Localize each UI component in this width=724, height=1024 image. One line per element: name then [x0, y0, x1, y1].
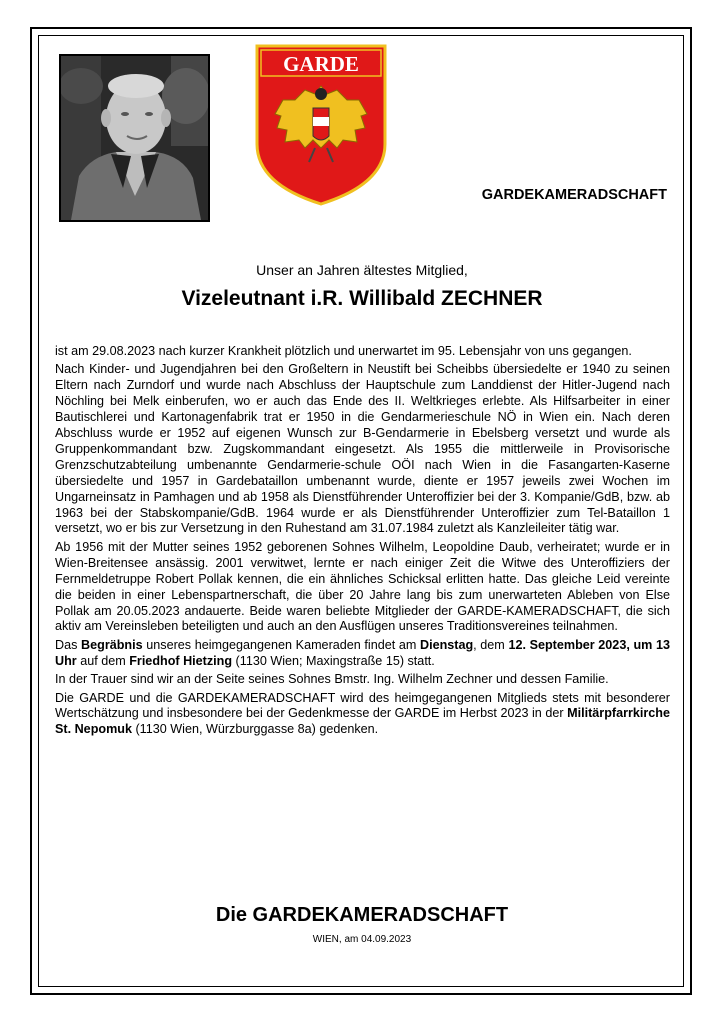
paragraph-biography: Nach Kinder- und Jugendjahren bei den Großeltern in Neustift bei Scheibbs übersiedelte er 1940 zu seinen Eltern nach Zurndorf und wurde nach Abschluss der Hauptschule zum Landdienst der Hitler-Jugend nach Nöchling bei Melk einberufen, wo er auch das Ende des II. Weltkrieges erlebte. Als Hilfsarbeiter in einer Bautischlerei und Kartonagenfabrik trat er 1950 in die Gendarmerieschule NÖ in Wien ein. Nach deren Abschluss wurde er 1952 auf eigenen Wunsch zur B-Gendarmerie in Ebelsberg versetzt und wurde als Gruppenkommandant bzw. Zugskommandant eingesetzt. Als 1955 die mittlerweile in Provisorische Grenzschutzabteilung umbenannte Gendarmerie-schule OÖI nach Wien in die Fasangarten-Kaserne übersiedelte und 1957 in Gardebataillon umbenannt wurde, diente er 1957 jeweils zwei Wochen im Ungarneinsatz in Pamhagen und ab 1958 als Dienstführender Unteroffizier bei der 3. Kompanie/GdB, bzw. ab 1963 bei der Stabskompanie/GdB. 1964 wurde er als Dienstführender Unteroffizier zum Tel-Bataillon 1 versetzt, wo er bis zur Versetzung in den Ruhestand am 31.07.1984 zuletzt als Kanzleileiter tätig war.: [55, 362, 670, 536]
funeral-text-5: (1130 Wien; Maxingstraße 15) statt.: [232, 653, 435, 668]
dateline: WIEN, am 04.09.2023: [312, 934, 412, 945]
signature: Die GARDEKAMERADSCHAFT: [215, 904, 509, 926]
funeral-text-2: unseres heimgegangenen Kameraden findet am: [142, 637, 420, 652]
funeral-text-4: auf dem: [76, 653, 130, 668]
garde-crest-logo: [255, 44, 387, 206]
paragraph-condolence: In der Trauer sind wir an der Seite seines Sohnes Bmstr. Ing. Wilhelm Zechner und dessen Familie.: [55, 672, 609, 687]
funeral-text-1: Das: [55, 637, 82, 652]
funeral-text-3: , dem: [473, 637, 509, 652]
obituary-body: [55, 344, 670, 741]
funeral-keyword: Begräbnis: [81, 637, 143, 652]
paragraph-family: Ab 1956 mit der Mutter seines 1952 geborenen Sohnes Wilhelm, Leopoldine Daub, verheiratet; wurde er in Wien-Breitensee ansässig. 2001 verwitwet, lernte er nach einiger Zeit die Witwe des Unteroffiziers der Fernmeldetruppe Robert Pollak kennen, die ein ähnliches Schicksal erlitten hatte. Das gleiche Leid vereinte die beiden in einer Lebenspartnerschaft, die über 20 Jahre lang bis zum unerwarteten Ableben von Else Pollak am 20.05.2023 andauerte. Beide waren beliebte Mitglieder der GARDE-KAMERADSCHAFT, die sich aktiv am Vereinsleben beteiligten und auch an den Ausflügen unseres Traditionsvereines teilnahmen.: [55, 539, 670, 634]
paragraph-death-notice: ist am 29.08.2023 nach kurzer Krankheit plötzlich und unerwartet im 95. Lebensjahr von uns gegangen.: [55, 344, 632, 358]
funeral-cemetery: Friedhof Hietzing: [129, 653, 233, 668]
intro-line: Unser an Jahren ältestes Mitglied,: [256, 262, 468, 278]
funeral-day: Dienstag: [419, 637, 474, 652]
org-header: GARDEKAMERADSCHAFT: [481, 187, 667, 203]
paragraph-funeral: [55, 638, 670, 670]
memorial-text-1: Die GARDE und die GARDEKAMERADSCHAFT wird des heimgegangenen Mitglieds stets mit besonderer Wertschätzung und insbesondere bei der Gedenkmesse der GARDE im Herbst 2023 in der: [55, 690, 670, 721]
svg-text:GARDE: GARDE: [283, 52, 359, 76]
funeral-datetime: 12. September 2023, um 13 Uhr: [55, 637, 670, 668]
portrait-photo: [59, 54, 210, 222]
memorial-church: Militärpfarrkirche St. Nepomuk: [55, 706, 670, 737]
paragraph-memorial: [55, 691, 670, 739]
memorial-text-2: (1130 Wien, Würzburggasse 8a) gedenken.: [131, 722, 379, 737]
deceased-name: Vizeleutnant i.R. Willibald ZECHNER: [181, 287, 543, 310]
